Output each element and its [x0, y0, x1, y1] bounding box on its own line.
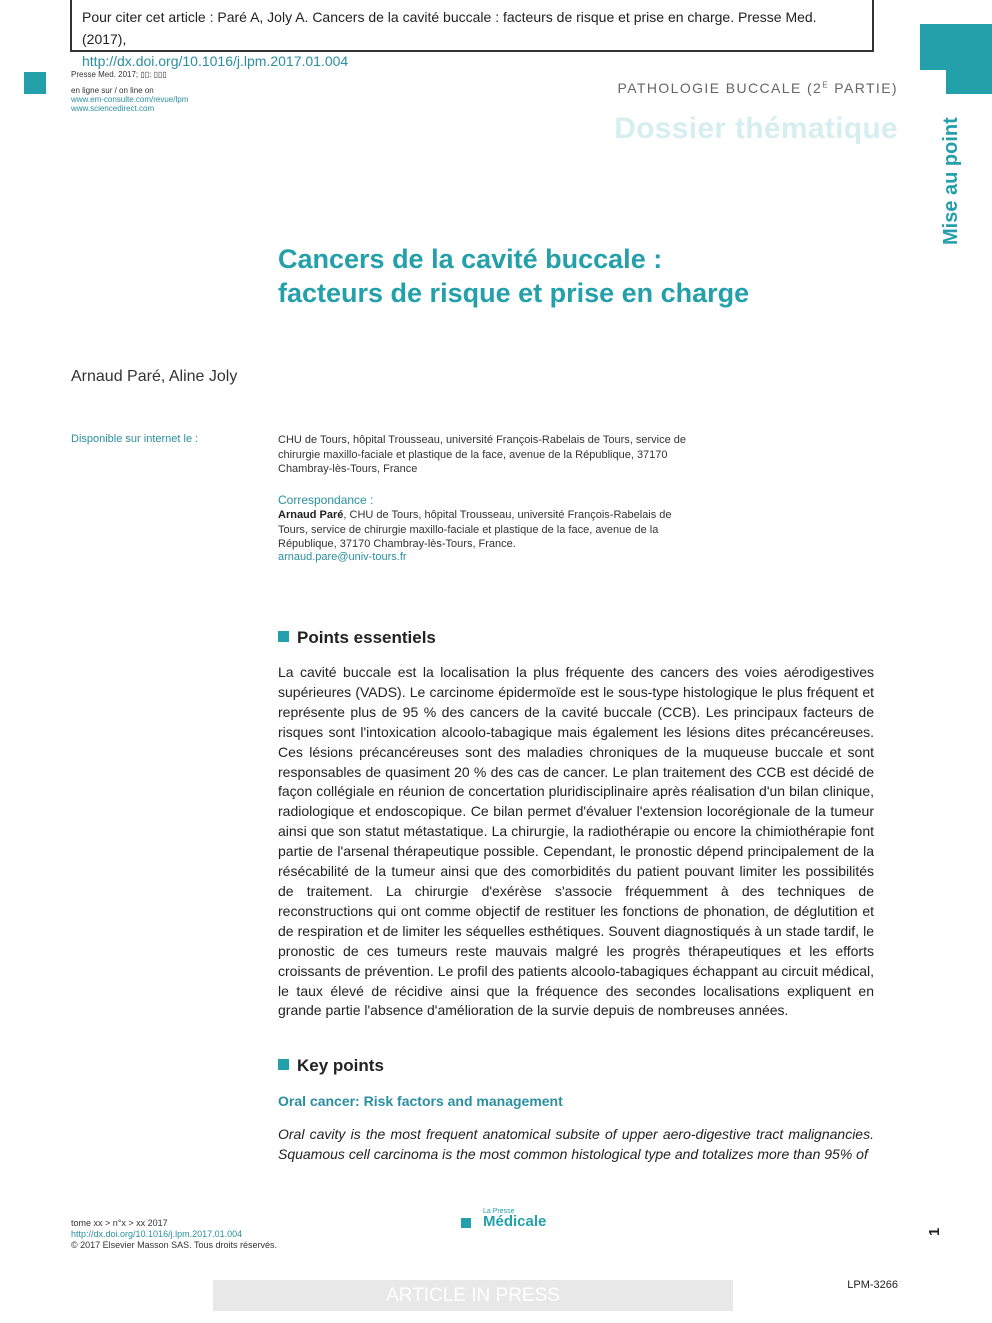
corner-accent-notch — [920, 70, 946, 94]
side-section-label: Mise au point — [940, 117, 962, 245]
citation-box — [70, 0, 874, 69]
logo-small-text: La Presse — [483, 1208, 515, 1215]
correspondence-label: Correspondance : — [278, 493, 374, 507]
section-square-icon — [278, 1059, 289, 1070]
footer-info — [71, 1218, 277, 1251]
section-square-icon — [278, 631, 289, 642]
series-title: PATHOLOGIE BUCCALE ($2^E$ PARTIE) — [617, 80, 898, 96]
logo-main-text: Médicale — [483, 1213, 547, 1230]
availability-label: Disponible sur internet le : — [71, 433, 199, 445]
sciencedirect-link[interactable]: www.sciencedirect.com — [71, 104, 155, 113]
correspondence-name: Arnaud Paré — [278, 509, 344, 521]
points-essentiels-heading: Points essentiels — [278, 628, 436, 648]
abstract-en: Oral cavity is the most frequent anatomical subsite of upper aero-digestive tract malignancies. Squamous cell carcinoma is the most common histological type and totalizes more than 95% of — [278, 1126, 874, 1162]
copyright: © 2017 Elsevier Masson SAS. Tous droits réservés. — [71, 1240, 278, 1250]
citation-text: Pour citer cet article : Paré A, Joly A. Cancers de la cavité buccale : facteurs de risque et prise en charge. Presse Med. (2017), — [82, 9, 817, 47]
logo-square-icon — [461, 1218, 471, 1228]
issue-info: tome xx > n°x > xx 2017 — [71, 1218, 168, 1228]
citation-doi-link[interactable]: http://dx.doi.org/10.1016/j.lpm.2017.01.004 — [82, 53, 349, 69]
journal-reference: Presse Med. 2017; ▯▯: ▯▯▯ — [71, 70, 167, 79]
article-title-line2: facteurs de risque et prise en charge — [278, 278, 750, 308]
article-code: LPM-3266 — [847, 1279, 898, 1291]
article-title — [278, 242, 749, 310]
key-points-subtitle: Oral cancer: Risk factors and management — [278, 1093, 563, 1109]
key-points-heading: Key points — [278, 1056, 384, 1076]
article-in-press-banner: ARTICLE IN PRESS — [213, 1280, 733, 1311]
footer-doi-link[interactable]: http://dx.doi.org/10.1016/j.lpm.2017.01.004 — [71, 1229, 243, 1239]
abstract-fr: La cavité buccale est la localisation la plus fréquente des cancers des voies aérodigestives supérieures (VADS). Le carcinome épidermoïde est le sous-type histologique le plus fréquent et représente plus de 95 % des cancers de la cavité buccale (CCB). Les principaux facteurs de risques sont l'intoxication alcoolo-tabagique mais également les lésions dites précancéreuses. Ces lésions précancéreuses sont des maladies chroniques de la muqueuse buccale et sont responsables de quasiment 20 % des cas de cancer. Le plan traitement des CCB est décidé de façon collégiale en réunion de concertation pluridisciplinaire après réalisation d'un bilan clinique, radiologique et endoscopique. Ce bilan permet d'évaluer l'extension locorégionale de la tumeur ainsi que son statut métastatique. La chirurgie, la radiothérapie ou encore la chimiothérapie font partie de l'arsenal thérapeutique possible. Cependant, le pronostic dépend principalement de la résécabilité de la tumeur ainsi que des comorbidités du patient pouvant limiter les possibilités de traitement. La chirurgie d'exérèse s'associe fréquemment à des techniques de reconstructions qui ont comme objectif de restituer les fonctions de phonation, de déglutition et de respiration et de limiter les séquelles esthétiques. Souvent diagnostiqués à un stade tardif, le pronostic de ces tumeurs reste mauvais malgré les progrès thérapeutiques et les efforts croissants de prévention. Le profil des patients alcoolo-tabagiques échappant au circuit médical, le taux élevé de récidive ainsi que la fréquence des secondes localisations expliquent en grande partie l'absence d'amélioration de la survie depuis de nombreuses années. — [278, 664, 874, 1019]
correspondence-address: Arnaud Paré, CHU de Tours, hôpital Trousseau, université François-Rabelais de Tours, service de chirurgie maxillo-faciale et plastique de la face, avenue de la République, 37170 Chambray-lès-Tours, France. — [278, 509, 672, 550]
authors: Arnaud Paré, Aline Joly — [71, 368, 238, 385]
online-label: en ligne sur / on line on — [71, 86, 154, 95]
affiliation: CHU de Tours, hôpital Trousseau, université François-Rabelais de Tours, service de chirurgie maxillo-faciale et plastique de la face, avenue de la République, 37170 Chambray-lès-Tours, France — [278, 434, 687, 475]
article-title-line1: Cancers de la cavité buccale : — [278, 244, 663, 274]
dossier-thematique-heading: Dossier thématique — [614, 112, 898, 145]
header-square-marker — [24, 72, 46, 94]
journal-info — [71, 70, 188, 113]
em-consulte-link[interactable]: www.em-consulte.com/revue/lpm — [71, 95, 189, 104]
correspondence-email-link[interactable]: arnaud.pare@univ-tours.fr — [278, 551, 407, 563]
page-number: 1 — [926, 1227, 943, 1236]
